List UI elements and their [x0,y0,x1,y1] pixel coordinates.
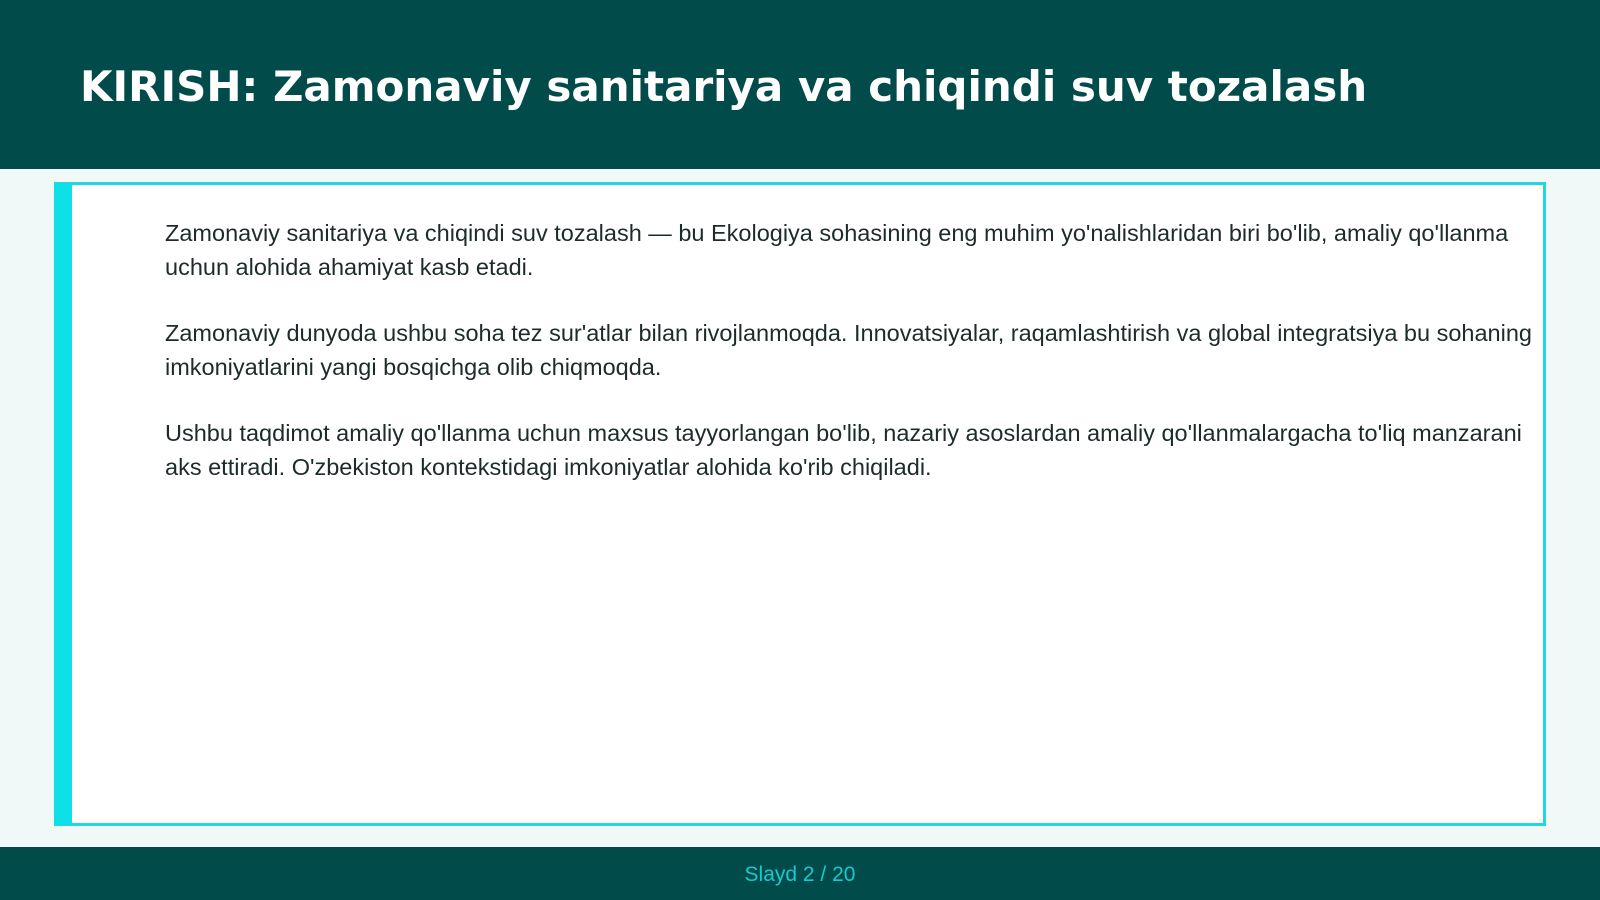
slide-header [0,0,1600,169]
slide-counter: Slayd 2 / 20 [744,862,856,886]
slide-title: KIRISH: Zamonaviy sanitariya va chiqindi suv tozalash [80,62,1368,111]
paragraph-intro: Zamonaviy sanitariya va chiqindi suv tozalash — bu Ekologiya sohasining eng muhim yo'nalishlaridan biri bo'lib, amaliy qo'llanma uchun alohida ahamiyat kasb etadi. [165,220,1509,280]
paragraph-purpose: Ushbu taqdimot amaliy qo'llanma uchun maxsus tayyorlangan bo'lib, nazariy asoslardan amaliy qo'llanmalargacha to'liq manzarani aks ettiradi. O'zbekiston kontekstidagi imkoniyatlar alohida ko'rib chiqiladi. [165,420,1522,480]
content-card [54,182,1546,826]
slide-body [165,216,1535,516]
paragraph-development: Zamonaviy dunyoda ushbu soha tez sur'atlar bilan rivojlanmoqda. Innovatsiyalar, raqamlashtirish va global integratsiya bu sohaning imkoniyatlarini yangi bosqichga olib chiqmoqda. [165,320,1532,380]
slide-footer [0,847,1600,900]
